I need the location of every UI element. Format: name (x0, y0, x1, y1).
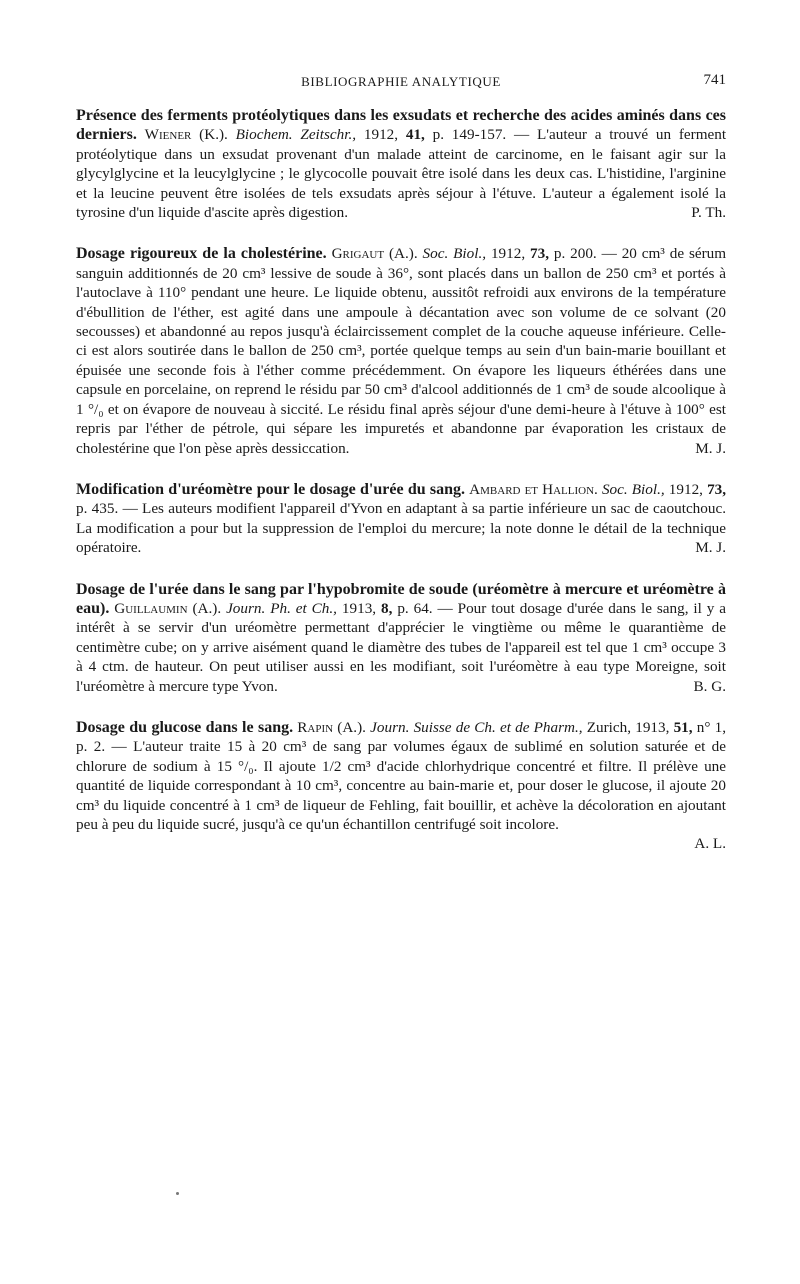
entry-year: 1912, (490, 245, 526, 263)
entry-volume: 8, (381, 599, 393, 617)
entry-author: Wiener (K.). (144, 126, 228, 144)
entry-signature: P. Th. (691, 204, 726, 222)
entry-place: Zurich, (586, 718, 632, 736)
entry-source: Soc. Biol., (422, 245, 487, 263)
running-title: BIBLIOGRAPHIE ANALYTIQUE (301, 74, 501, 89)
entry-pages: p. 435. (76, 500, 119, 518)
entry-source: Soc. Biol., (601, 480, 665, 498)
running-header (76, 70, 726, 94)
entry-author: Grigaut (A.). (331, 245, 418, 263)
entry-signature: M. J. (695, 439, 726, 457)
entry-year: 1912, (668, 480, 703, 498)
entry-signature: B. G. (693, 677, 726, 695)
entry-body: — L'auteur traite 15 à 20 cm³ de sang par volumes égaux de sublimé en solution saturée et de chlorure de sodium à 15 °/₀. Il ajoute 1/2 cm³ d'acide chlorhydrique concentré et filtre. Il prélève une quantité de liquide correspondant à 10 cm³, concentre au bain-marie et, pour doser le glucose, il ajoute 20 cm³ du liquide concentré à 1 cm³ de liqueur de Fehling, fait bouillir, et achève la décoloration en ajoutant peu à peu du liquide sucré, jusqu'à ce qu'un échantillon centrifugé soit incolore. (76, 738, 727, 833)
entry-body: — L'auteur a trouvé un ferment protéolytique dans un exsudat provenant d'un malade atteint de carcinome, en le faisant agir sur la glycylglycine et la leucylglycine ; le glycocolle pouvait être isolé dans les deux cas. L'histidine, l'arginine et la leucine peuvent être isolées de tels exsudats après séjour à l'étuve. L'auteur a également isolé la tyrosine d'un liquide d'ascite après digestion. (76, 126, 727, 222)
entry (76, 244, 726, 457)
entry-pages: p. 149-157. (432, 126, 507, 144)
entry-author: Ambard et Hallion. (469, 480, 598, 498)
entry-body: — Les auteurs modifient l'appareil d'Yvon en adaptant à sa partie inférieure un sac de caoutchouc. La modification a pour but la suppression de l'emploi du mercure; la note donne le détail de la technique opératoire. (76, 500, 727, 557)
entry-volume: 41, (405, 126, 425, 144)
entry-signature: A. L. (694, 835, 726, 853)
entry-year: 1912, (363, 126, 399, 144)
entry-volume: 73, (530, 245, 549, 263)
entry-body: — Pour tout dosage d'urée dans le sang, il y a intérêt à se servir d'un uréomètre permettant d'apprécier le vingtième ou même le quarantième de centimètre cube; on y arrive aisément quand le diamètre des tubes de l'appareil est tel que 1 cm³ occupe 3 à 4 ctm. de hauteur. On peut utiliser aussi en les modifiant, soit l'uréomètre à eau type Moreigne, soit l'uréomètre à mercure type Yvon. (76, 599, 727, 695)
entry-source: Journ. Ph. et Ch., (226, 599, 337, 617)
entry-pages: p. 200. (553, 245, 597, 263)
entry-author: Guillaumin (A.). (114, 599, 222, 617)
entry (76, 480, 726, 558)
entry (76, 106, 726, 222)
entry (76, 580, 726, 696)
entry-pages: n° 1, p. 2. (76, 718, 726, 756)
entry-title: Dosage de l'urée dans le sang par l'hypobromite de soude (uréomètre à mercure et uréomètre à eau). (76, 580, 726, 617)
entry-signature: M. J. (695, 539, 726, 557)
entry-year: 1913, (635, 718, 670, 736)
entry-volume: 51, (673, 718, 693, 736)
entry-title: Présence des ferments protéolytiques dans les exsudats et recherche des acides aminés dans ces derniers. (76, 107, 726, 144)
entry-source: Biochem. Zeitschr., (235, 126, 357, 144)
entry-author: Rapin (A.). (297, 718, 366, 736)
entry-title: Dosage du glucose dans le sang. (76, 718, 294, 736)
entry-year: 1913, (341, 599, 377, 617)
page-number: 741 (703, 72, 726, 88)
page (76, 70, 726, 854)
entry-source: Journ. Suisse de Ch. et de Pharm., (370, 718, 583, 736)
entry (76, 718, 726, 854)
entry-body: — 20 cm³ de sérum sanguin additionnés de 20 cm³ lessive de soude à 36°, sont placés dans un ballon de 250 cm³ et portés à l'autoclave à 110° pendant une heure. Le liquide obtenu, aussitôt refroidi aux environs de la température d'ébullition de l'éther, est agité dans une ampoule à décantation avec son volume de ce solvant (20 secousses) et abandonné au repos jusqu'à éclaircissement complet de la couche aqueuse inférieure. Celle-ci est alors soutirée dans le ballon de 250 cm³, portée quelque temps au sein d'un bain-marie bouillant et épuisée une seconde fois à l'éther comme précédemment. On évapore les liqueurs éthérées dans une capsule en porcelaine, on reprend le résidu par 50 cm³ d'alcool additionnés de 1 cm³ de soude alcoolique à 1 °/₀ et on évapore de nouveau à siccité. Le résidu final après séjour d'une demi-heure à l'étuve à 100° est repris par l'éther de pétrole, qui sépare les impuretés et abandonne par évaporation les cristaux de cholestérine que l'on pèse après dessiccation. (76, 245, 727, 457)
entry-title: Modification d'uréomètre pour le dosage d'urée du sang. (76, 480, 466, 498)
entry-title: Dosage rigoureux de la cholestérine. (76, 245, 327, 263)
ink-speck (176, 1192, 179, 1195)
entry-pages: p. 64. (397, 599, 433, 617)
entry-volume: 73, (707, 480, 727, 498)
